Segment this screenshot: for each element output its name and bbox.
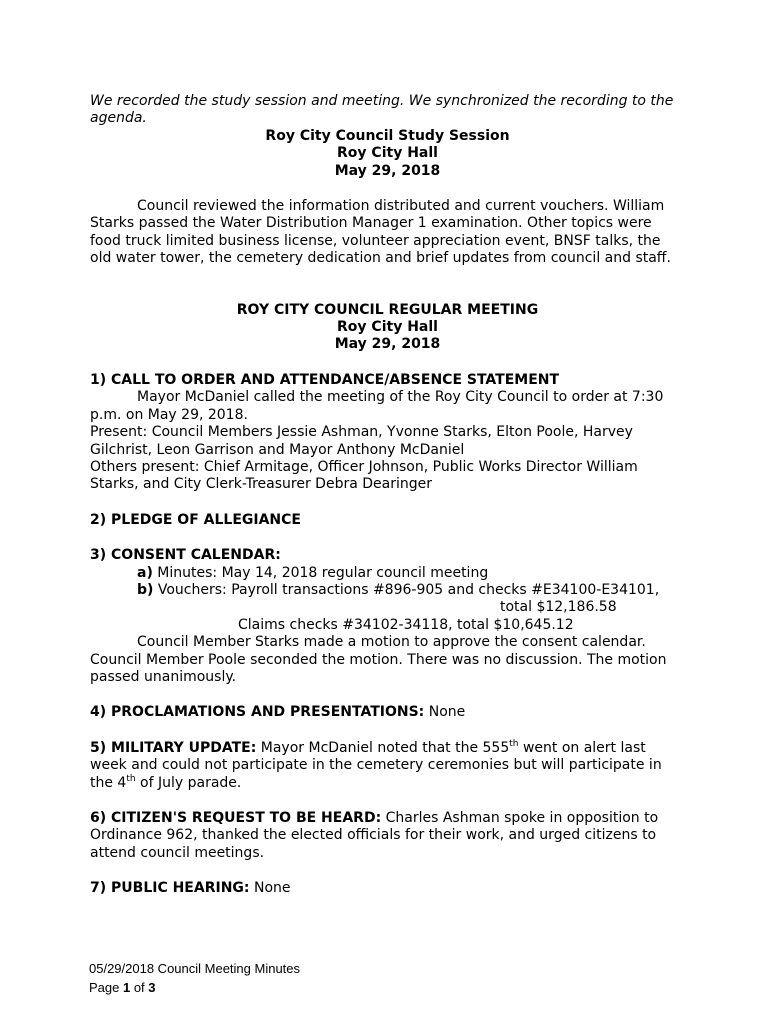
claims-checks: Claims checks #34102-34118, total $10,645.12	[238, 616, 574, 633]
item-citizen-request: 6) CITIZEN'S REQUEST TO BE HEARD: Charles Ashman spoke in opposition to Ordinance 962, thanked the elected officials for their work, and urged citizens to attend council meetings.	[90, 810, 659, 861]
study-session-body: Council reviewed the information distributed and current vouchers. William Starks passed the Water Distribution Manager 1 examination. Other topics were food truck limited business license, volunteer appreciation event, BNSF talks, the old water tower, the cemetery dedication and brief updates from council and staff.	[90, 198, 671, 267]
item-heading: 1) CALL TO ORDER AND ATTENDANCE/ABSENCE STATEMENT	[90, 371, 560, 388]
consent-vouchers: b) Vouchers: Payroll transactions #896-905 and checks #E34100-E34101,	[137, 581, 660, 598]
consent-motion: Council Member Starks made a motion to approve the consent calendar. Council Member Poole seconded the motion. There was no discussion. The motion passed unanimously.	[90, 634, 667, 685]
regular-meeting-header	[90, 302, 685, 354]
vouchers-total: total $12,186.58	[500, 599, 617, 616]
item-call-to-order	[90, 372, 685, 494]
others-present-list: Others present: Chief Armitage, Officer Johnson, Public Works Director William Starks, and City Clerk-Treasurer Debra Dearinger	[90, 458, 638, 493]
minutes-content	[90, 93, 685, 898]
item-pledge: 2) PLEDGE OF ALLEGIANCE	[90, 511, 301, 528]
item-consent-calendar	[90, 547, 685, 686]
consent-minutes: a) Minutes: May 14, 2018 regular council meeting	[137, 564, 489, 581]
page-footer	[89, 959, 300, 997]
regular-meeting-location: Roy City Hall	[337, 319, 438, 336]
page-number: Page 1 of 3	[89, 980, 156, 995]
intro-note: We recorded the study session and meeting. We synchronized the recording to the agenda.	[90, 93, 674, 127]
regular-meeting-date: May 29, 2018	[334, 336, 441, 353]
call-to-order-text: Mayor McDaniel called the meeting of the Roy City Council to order at 7:30 p.m. on May 29, 2018.	[90, 389, 664, 423]
footer-title: 05/29/2018 Council Meeting Minutes	[89, 961, 301, 976]
item-military-update: 5) MILITARY UPDATE: Mayor McDaniel noted that the 555th went on alert last week and could not participate in the cemetery ceremonies but will participate in the 4th of July parade.	[90, 738, 662, 791]
item-public-hearing: 7) PUBLIC HEARING: None	[90, 880, 291, 897]
present-list: Present: Council Members Jessie Ashman, Yvonne Starks, Elton Poole, Harvey Gilchrist, Leon Garrison and Mayor Anthony McDaniel	[90, 424, 633, 458]
item-heading: 3) CONSENT CALENDAR:	[90, 547, 281, 564]
study-session-date: May 29, 2018	[334, 162, 441, 179]
study-session-header	[90, 128, 685, 180]
regular-meeting-title: ROY CITY COUNCIL REGULAR MEETING	[236, 301, 539, 318]
study-session-location: Roy City Hall	[337, 145, 438, 162]
study-session-title: Roy City Council Study Session	[265, 127, 510, 144]
item-proclamations: 4) PROCLAMATIONS AND PRESENTATIONS: None	[90, 704, 466, 721]
